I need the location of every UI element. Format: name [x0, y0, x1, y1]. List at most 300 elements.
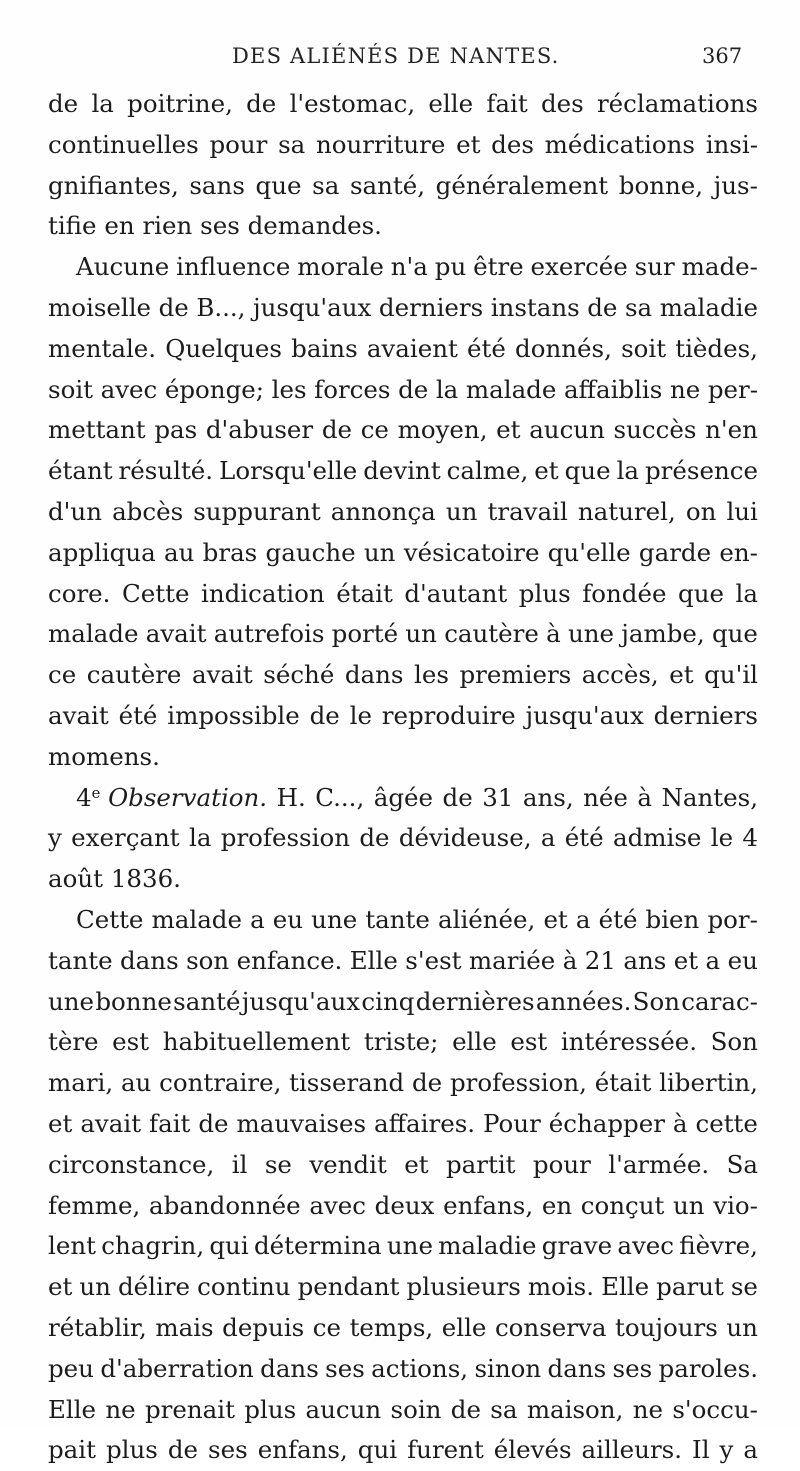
word: morale [297, 252, 384, 282]
observation-heading [76, 778, 267, 819]
word: et [543, 904, 568, 934]
word: circonstance, [48, 1149, 215, 1179]
text-line [48, 859, 758, 900]
word: soin [390, 1394, 442, 1424]
word: été [467, 333, 506, 363]
word: à [672, 1108, 688, 1138]
word: 31 [482, 782, 514, 812]
word: jus- [713, 170, 758, 200]
text-line [48, 451, 758, 492]
word: de [167, 1435, 199, 1465]
word: sans [189, 170, 245, 200]
word: depuis [222, 1312, 305, 1342]
word: cautère [86, 660, 182, 690]
word: dernières [415, 986, 535, 1016]
word: gauche [265, 537, 356, 567]
text-line [48, 1430, 758, 1471]
word: sa [490, 1394, 518, 1424]
word: calme, [446, 456, 529, 486]
word: prenait [145, 1394, 235, 1424]
word: à [637, 782, 652, 812]
word: d'autant [404, 578, 508, 608]
word: des [491, 129, 534, 159]
word: se [730, 1272, 758, 1302]
word: de [48, 89, 79, 118]
word: pas [154, 415, 198, 445]
word: bains [291, 333, 358, 363]
word: que [564, 456, 611, 486]
word: bonne, [618, 170, 704, 200]
text-line [48, 1063, 758, 1104]
word: avec [617, 1231, 675, 1261]
word: réclamations [596, 89, 758, 118]
word: travail [487, 496, 568, 526]
word: les [271, 374, 307, 404]
word: en [104, 211, 135, 241]
word: de [198, 1108, 229, 1138]
word: malade [151, 904, 242, 934]
word: demandes. [247, 211, 382, 241]
word: Sa [726, 1149, 758, 1179]
text-line [48, 982, 758, 1023]
word: et [456, 129, 481, 159]
word: ce [48, 660, 77, 690]
word: malade [465, 374, 557, 404]
word: mentale. [48, 333, 157, 363]
word: jusqu'aux [525, 700, 644, 730]
word: tisserand [289, 1068, 405, 1098]
word: deux [374, 1190, 435, 1220]
word: résulté. [118, 456, 214, 486]
word: été [598, 904, 638, 934]
word: grave [541, 1231, 613, 1261]
word: jambe, [621, 619, 705, 649]
word: dans [547, 1353, 607, 1383]
word: un [79, 1272, 111, 1302]
word: femme, [48, 1190, 141, 1220]
word: de [450, 1394, 481, 1424]
word: plus [244, 1394, 297, 1424]
word: a [250, 904, 265, 934]
word: Elle [48, 1394, 97, 1424]
text-line [48, 1226, 758, 1267]
word: H. [276, 782, 306, 812]
word: impossible [167, 700, 300, 730]
text-line [48, 247, 758, 288]
word: tifie [48, 211, 97, 241]
word: dans [344, 660, 404, 690]
word: Quelques [165, 333, 282, 363]
text-line [48, 1145, 758, 1186]
word: mari, [48, 1068, 114, 1098]
word: éponge; [164, 374, 265, 404]
word: de [246, 89, 277, 118]
word: généralement [435, 170, 609, 200]
word: mais [155, 1312, 214, 1342]
word: y [48, 823, 62, 853]
word: a [705, 945, 721, 975]
text-line [48, 410, 758, 451]
word: était [594, 1068, 652, 1098]
word: garde [638, 537, 712, 567]
word: derniers [653, 700, 758, 730]
word: présence [644, 456, 758, 486]
word: août [48, 864, 103, 894]
observation-label: Observation. [108, 782, 268, 812]
word: son [186, 945, 230, 975]
word: qui [209, 1231, 249, 1261]
word: avaient [366, 333, 458, 363]
word: est [112, 1027, 150, 1057]
word: un [363, 537, 396, 567]
word: ans, [522, 782, 574, 812]
text-line [48, 288, 758, 329]
word: et [48, 1108, 73, 1138]
word: séché [263, 660, 335, 690]
word: y [719, 1435, 734, 1465]
word: d'un [48, 496, 102, 526]
word: mariée [468, 945, 556, 975]
word: de [321, 415, 353, 445]
word: ses [200, 211, 240, 241]
word: vendit [309, 1149, 387, 1179]
word: au [164, 537, 195, 567]
word: délire [117, 1272, 191, 1302]
word: la [188, 823, 212, 853]
word: intéressée. [560, 1027, 697, 1057]
word: en [541, 1190, 573, 1220]
word: de [442, 782, 473, 812]
word: 21 [584, 945, 616, 975]
word: enfance. [236, 945, 343, 975]
word: conçut [580, 1190, 665, 1220]
word: a [743, 1435, 758, 1465]
word: Elle [349, 945, 398, 975]
word: profession, [449, 1068, 587, 1098]
word: d'abuser [205, 415, 314, 445]
word: Lorsqu'elle [219, 456, 358, 486]
word: actions, [371, 1353, 469, 1383]
word: pait [48, 1435, 96, 1465]
word: maladie [659, 292, 758, 322]
word: fièvre, [679, 1231, 758, 1261]
text-line [48, 84, 758, 125]
word: habituellement [162, 1027, 351, 1057]
word: été [118, 700, 158, 730]
word: un [405, 619, 437, 649]
word: on [685, 496, 717, 526]
word: momens. [48, 741, 160, 771]
word: maison, [526, 1394, 624, 1424]
word: Son [632, 986, 680, 1016]
word: suppurant [193, 496, 321, 526]
word: dans [260, 1353, 319, 1383]
word: soit [621, 333, 667, 363]
text-line [48, 1267, 758, 1308]
word: Cette [76, 904, 144, 934]
word: exercée [530, 252, 628, 282]
word: dévideuse, [398, 823, 532, 853]
word: de [359, 823, 390, 853]
word: tante [48, 945, 113, 975]
word: mois. [527, 1272, 595, 1302]
text-line [48, 1308, 758, 1349]
word: ne [632, 1394, 663, 1424]
word: ne [669, 374, 701, 404]
word: avec [100, 374, 158, 404]
observation-number-suffix: e [91, 784, 101, 802]
word: conserva [494, 1312, 607, 1342]
word: ce [360, 415, 389, 445]
word: et [669, 660, 694, 690]
word: bien [645, 904, 700, 934]
word: la [435, 374, 459, 404]
word: une [386, 1231, 433, 1261]
word: santé [173, 986, 241, 1016]
word: et [534, 456, 559, 486]
word: fait [486, 89, 528, 118]
word: sa [278, 129, 306, 159]
text-line [48, 737, 758, 778]
word: née [583, 782, 628, 812]
word: que [711, 619, 758, 649]
word: instans [490, 292, 580, 322]
word: en- [719, 537, 758, 567]
word: cette [695, 1108, 758, 1138]
word: reproduire [381, 700, 516, 730]
word: continuelles [48, 129, 199, 159]
word: avait [145, 619, 207, 649]
word: un [726, 1312, 758, 1342]
word: médications [544, 129, 695, 159]
word: a [540, 823, 556, 853]
text-line [48, 941, 758, 982]
word: a [575, 904, 591, 934]
word: peu [48, 1353, 94, 1383]
word: admise [612, 823, 702, 853]
word: moiselle [48, 292, 152, 322]
text-line [48, 614, 758, 655]
word: d'aberration [100, 1353, 254, 1383]
word: avait [80, 1108, 142, 1138]
word: n'a [390, 252, 428, 282]
word: elle [441, 1312, 487, 1342]
word: un [673, 1190, 705, 1220]
word: une [48, 986, 95, 1016]
text-line [48, 1186, 758, 1227]
word: ne [105, 1394, 136, 1424]
word: premiers [459, 660, 572, 690]
word: bonne [95, 986, 172, 1016]
word: enfans, [257, 1435, 348, 1465]
text-line [48, 166, 758, 207]
word: élevés [493, 1435, 572, 1465]
word: plus [105, 1435, 158, 1465]
word: indication [200, 578, 325, 608]
word: furent [407, 1435, 484, 1465]
word: que [255, 170, 302, 200]
word: libertin, [659, 1068, 758, 1098]
word: lui [726, 496, 758, 526]
word: insi- [705, 129, 758, 159]
word: n'en [705, 415, 758, 445]
word: de [158, 292, 189, 322]
text-line [48, 1104, 758, 1145]
word: Son [710, 1027, 758, 1057]
word: s'occu- [672, 1394, 758, 1424]
word: les [414, 660, 449, 690]
word: un [445, 496, 478, 526]
text-line [48, 818, 758, 859]
word: Il [692, 1435, 710, 1465]
word: mettant [48, 415, 146, 445]
word: se [264, 1149, 292, 1179]
word: Nantes, [661, 782, 758, 812]
word: core. [48, 578, 111, 608]
word: le [349, 700, 372, 730]
word: à [562, 945, 578, 975]
word: de [398, 374, 429, 404]
word: qui [357, 1435, 398, 1465]
word: des [540, 89, 584, 118]
word: accès, [581, 660, 659, 690]
word: per- [707, 374, 758, 404]
word: poitrine, [127, 89, 233, 118]
word: de [587, 292, 618, 322]
word: elle [428, 89, 474, 118]
word: une [567, 619, 615, 649]
word: était [336, 578, 393, 608]
word: le [710, 823, 734, 853]
word: et [404, 1149, 429, 1179]
text-line [48, 492, 758, 533]
word: abandonnée [148, 1190, 301, 1220]
word: s'est [405, 945, 462, 975]
word: lent [48, 1231, 96, 1261]
word: naturel, [577, 496, 676, 526]
text-line [48, 1349, 758, 1390]
word: ses [612, 1353, 653, 1383]
word: mauvaises [236, 1108, 367, 1138]
word: la [91, 89, 114, 118]
running-title: DES ALIÉNÉS DE NANTES. [232, 44, 560, 68]
running-header [0, 44, 800, 74]
word: pour [532, 1149, 591, 1179]
word: temps, [349, 1312, 434, 1342]
word: parut [656, 1272, 724, 1302]
word: porté [331, 619, 399, 649]
word: l'armée. [608, 1149, 710, 1179]
word: autrefois [213, 619, 325, 649]
observation-number: 4 [76, 782, 92, 812]
word: Cette [122, 578, 190, 608]
word: été [564, 823, 604, 853]
text-line [48, 696, 758, 737]
word: étant [48, 456, 113, 486]
text-line [48, 1022, 758, 1063]
word: enfans, [443, 1190, 534, 1220]
word: affaiblis [563, 374, 663, 404]
word: forces [314, 374, 391, 404]
word: derniers [378, 292, 484, 322]
word: influence [176, 252, 291, 282]
text-line [48, 206, 758, 247]
word: tère [48, 1027, 99, 1057]
word: cautère [444, 619, 539, 649]
word: être [473, 252, 524, 282]
word: qu'il [704, 660, 758, 690]
word: donnés, [515, 333, 612, 363]
word: tièdes, [675, 333, 758, 363]
word: triste; [363, 1027, 439, 1057]
word: made- [681, 252, 758, 282]
word: ailleurs. [581, 1435, 683, 1465]
word: succès [613, 415, 697, 445]
word: Elle [601, 1272, 650, 1302]
word: ce [312, 1312, 342, 1342]
word: elle [452, 1027, 497, 1057]
word: sur [634, 252, 675, 282]
word: vio- [713, 1190, 758, 1220]
word: rien [142, 211, 193, 241]
word: vésicatoire [403, 537, 540, 567]
word: nourriture [315, 129, 446, 159]
word: bras [202, 537, 258, 567]
word: chagrin, [101, 1231, 205, 1261]
word: ses [208, 1435, 248, 1465]
word: et [673, 945, 699, 975]
word: pendant [297, 1272, 400, 1302]
word: avait [191, 660, 253, 690]
word: ses [325, 1353, 365, 1383]
word: de [412, 1068, 443, 1098]
word: santé, [349, 170, 426, 200]
word: dans [120, 945, 179, 975]
word: fait [149, 1108, 191, 1138]
word: cinq [361, 986, 415, 1016]
word: por- [707, 904, 758, 934]
word: sa [624, 292, 653, 322]
word: sa [312, 170, 340, 200]
word: est [510, 1027, 548, 1057]
page-number: 367 [702, 44, 743, 68]
text-line [48, 900, 758, 941]
body-text [48, 84, 758, 1471]
text-line [48, 655, 758, 696]
word: détermina [253, 1231, 382, 1261]
word: eu [727, 945, 758, 975]
word: avait [48, 700, 109, 730]
word: que [678, 578, 724, 608]
word: fondée [582, 578, 667, 608]
word: et [496, 415, 521, 445]
word: Pour [483, 1108, 541, 1138]
word: gnifiantes, [48, 170, 179, 200]
word: C..., [315, 782, 365, 812]
word: de [309, 700, 340, 730]
word: eu [272, 904, 304, 934]
word: paroles. [658, 1353, 758, 1383]
word: aucun [529, 415, 605, 445]
word: abcès [112, 496, 184, 526]
text-line [48, 125, 758, 166]
observation-heading-line [48, 778, 758, 819]
word: avec [309, 1190, 366, 1220]
word: plusieurs [406, 1272, 521, 1302]
word: annonça [330, 496, 436, 526]
word: Aucune [76, 252, 170, 282]
word: carac- [681, 986, 758, 1016]
